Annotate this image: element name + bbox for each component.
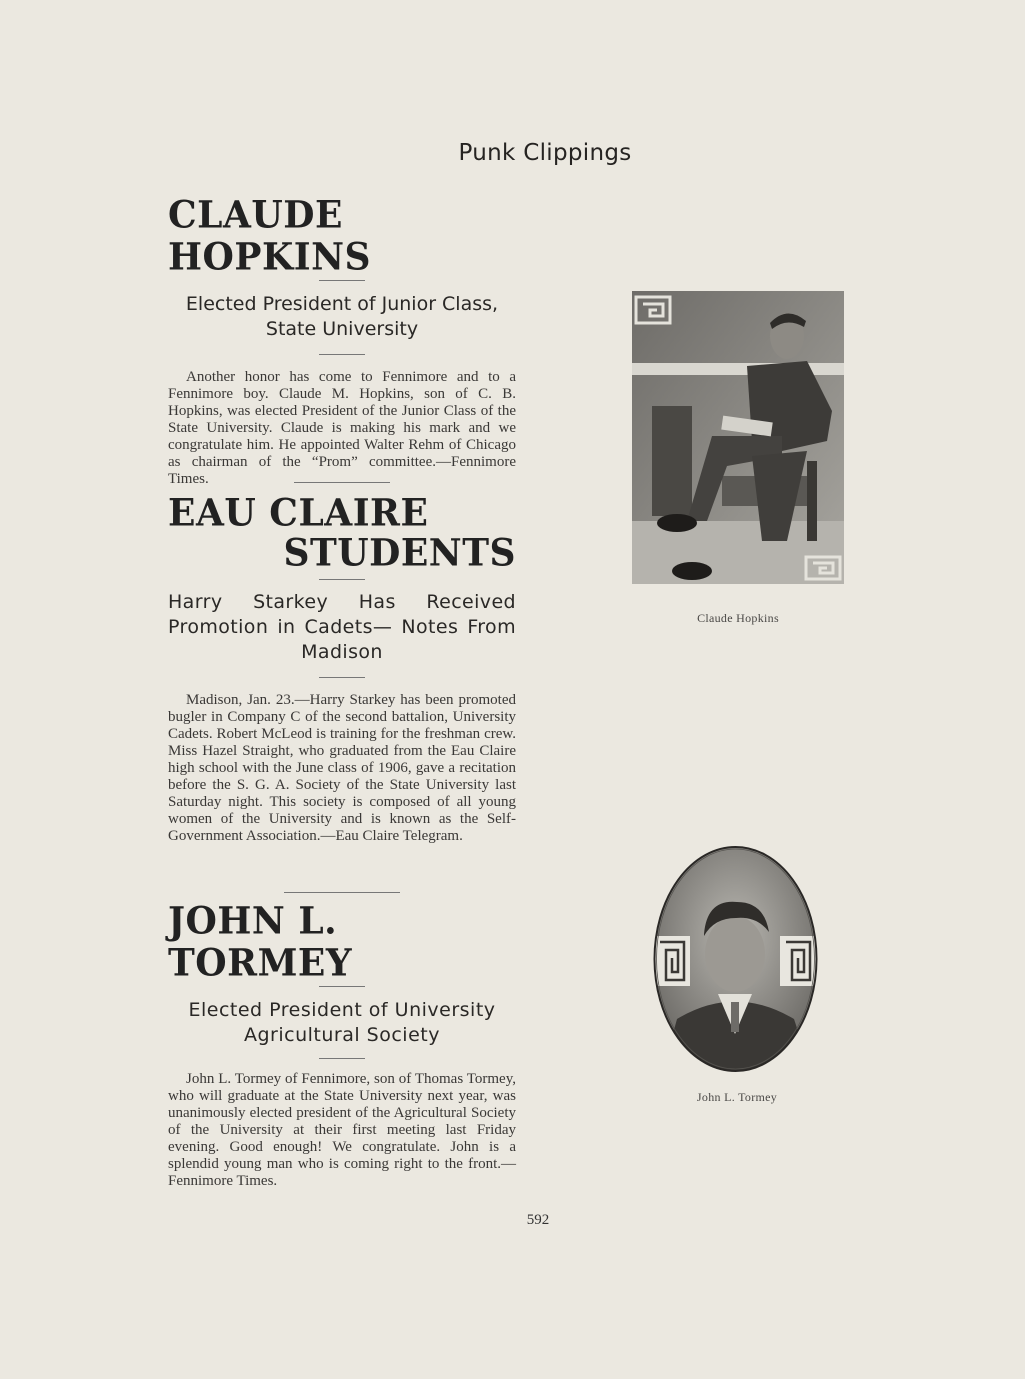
article-eau-claire-students	[168, 482, 516, 845]
caption: Claude Hopkins	[697, 611, 779, 625]
subhead: Elected President of Junior Class, State University	[185, 293, 499, 340]
article-body: Madison, Jan. 23.—Harry Starkey has been promoted bugler in Company C of the second battalion, University Cadets. Robert McLeod is training for the freshman crew. Miss Hazel Straight, who graduated from the Eau Claire high school with the June class of 1906, gave a recitation before the S. G. A. Society of the State University last Saturday night. This society is composed of all young women of the University and is known as the Self-Government Association.—Eau Claire Telegram.	[168, 692, 516, 844]
article-claude-hopkins	[168, 192, 516, 488]
divider	[319, 354, 365, 355]
headline: JOHN L. TORMEY	[168, 898, 353, 986]
divider	[319, 280, 365, 281]
headline-line-2: STUDENTS	[283, 530, 516, 576]
article-john-tormey	[168, 892, 516, 1190]
portrait-image	[632, 291, 844, 584]
photo-john-tormey	[652, 844, 819, 1074]
page-number: 592	[526, 1212, 550, 1228]
headline: CLAUDE HOPKINS	[168, 192, 371, 280]
subhead: Elected President of University Agricultural Society	[188, 999, 496, 1046]
article-body: Another honor has come to Fennimore and to a Fennimore boy. Claude M. Hopkins, son of C. B. Hopkins, was elected President of the Junior Class of the State University. Claude is making his mark and we congratulate him. He appointed Walter Rehm of Chicago as chairman of the “Prom” committee.—Fennimore Times.	[168, 369, 516, 487]
divider	[319, 579, 365, 580]
caption: John L. Tormey	[696, 1090, 778, 1104]
portrait-image	[652, 844, 819, 1074]
article-body: John L. Tormey of Fennimore, son of Thomas Tormey, who will graduate at the State University next year, was unanimously elected president of the Agricultural Society of the University at their first meeting last Friday evening. Good enough! We congratulate. John is a splendid young man who is coming right to the front.—Fennimore Times.	[168, 1071, 516, 1189]
photo-claude-hopkins	[632, 291, 844, 584]
divider	[294, 482, 390, 483]
divider	[319, 677, 365, 678]
divider	[319, 1058, 365, 1059]
page-header: Punk Clippings	[458, 140, 632, 166]
divider	[284, 892, 400, 893]
divider	[319, 986, 365, 987]
headline-line-1: EAU CLAIRE	[168, 490, 429, 536]
subhead: Harry Starkey Has Received Promotion in Cadets— Notes From Madison	[168, 591, 516, 663]
